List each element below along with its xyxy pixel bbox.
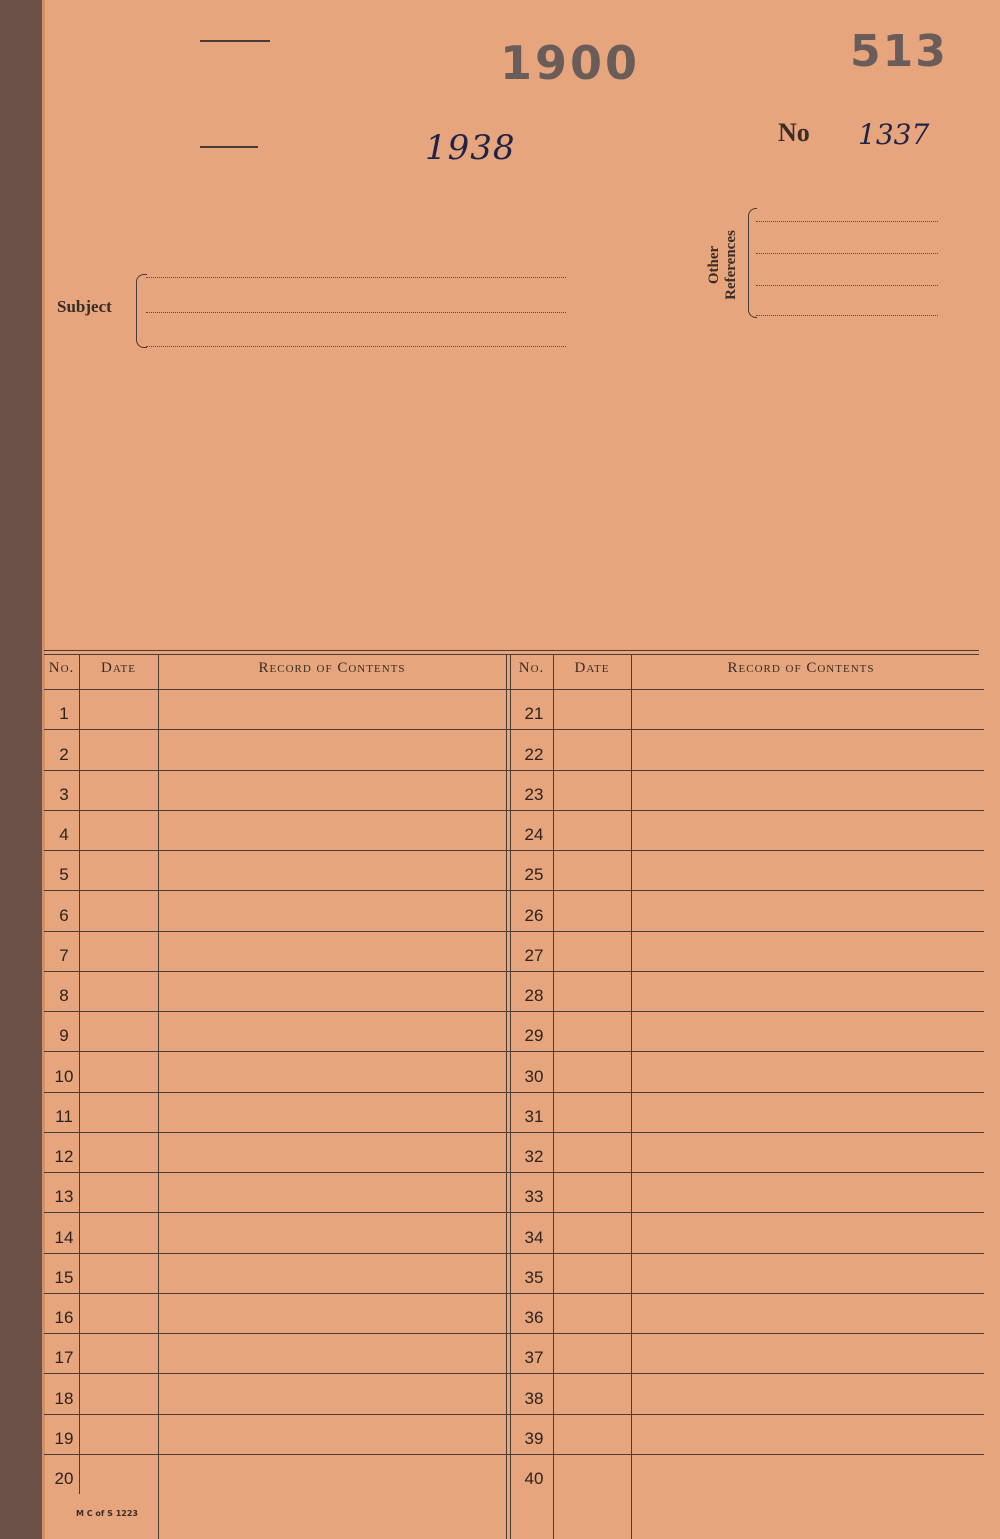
row-rule bbox=[44, 810, 984, 811]
subject-brace bbox=[136, 274, 147, 348]
number-label: No bbox=[778, 118, 810, 147]
row-number-right: 25 bbox=[524, 865, 544, 885]
row-rule bbox=[44, 1132, 984, 1133]
row-rule bbox=[44, 931, 984, 932]
handwritten-year: 1938 bbox=[425, 128, 516, 168]
row-rule bbox=[44, 971, 984, 972]
header-no-left: No. bbox=[48, 660, 75, 676]
row-rule bbox=[44, 729, 984, 730]
subject-line-2[interactable] bbox=[146, 312, 566, 313]
row-number-right: 27 bbox=[524, 945, 544, 965]
row-number-left: 1 bbox=[59, 704, 69, 724]
other-references-line-1[interactable] bbox=[756, 221, 938, 222]
row-number-left: 3 bbox=[59, 784, 69, 804]
other-references-line-2[interactable] bbox=[756, 253, 938, 254]
row-number-right: 35 bbox=[524, 1267, 544, 1287]
stamp-year: 1900 bbox=[500, 36, 641, 90]
row-number-left: 9 bbox=[59, 1026, 69, 1046]
table-header-rule bbox=[44, 689, 984, 690]
row-rule bbox=[44, 1333, 984, 1334]
row-number-right: 32 bbox=[524, 1147, 544, 1166]
row-number-right: 26 bbox=[524, 905, 544, 925]
row-number-right: 28 bbox=[524, 986, 544, 1005]
row-number-left: 5 bbox=[59, 865, 69, 885]
row-number-right: 31 bbox=[524, 1106, 544, 1126]
subject-line-1[interactable] bbox=[146, 277, 566, 278]
row-rule bbox=[44, 1212, 984, 1213]
cover-spine bbox=[0, 0, 42, 1539]
row-number-left: 11 bbox=[55, 1106, 73, 1126]
other-references-label: Other References bbox=[706, 230, 739, 300]
row-number-left: 12 bbox=[54, 1147, 74, 1166]
subject-line-3[interactable] bbox=[146, 346, 566, 347]
row-number-right: 24 bbox=[524, 825, 544, 844]
table-top-rule bbox=[44, 650, 979, 651]
row-number-right: 36 bbox=[524, 1308, 544, 1327]
dash-mark bbox=[200, 40, 270, 42]
row-number-right: 39 bbox=[524, 1428, 544, 1448]
row-number-left: 18 bbox=[54, 1388, 74, 1408]
row-rule bbox=[44, 850, 984, 851]
row-number-left: 16 bbox=[54, 1308, 74, 1327]
col-divider bbox=[158, 654, 159, 1539]
form-code: M C of S 1223 bbox=[76, 1509, 138, 1518]
row-number-left: 19 bbox=[54, 1428, 74, 1448]
header-no-right: No. bbox=[518, 660, 545, 676]
row-number-left: 20 bbox=[54, 1469, 74, 1488]
other-references-line-3[interactable] bbox=[756, 285, 938, 286]
row-number-left: 4 bbox=[59, 825, 69, 844]
row-number-left: 7 bbox=[59, 945, 69, 965]
row-rule bbox=[44, 1051, 984, 1052]
row-number-left: 14 bbox=[54, 1227, 74, 1247]
row-number-right: 29 bbox=[524, 1026, 544, 1046]
row-rule bbox=[44, 1414, 984, 1415]
row-number-right: 37 bbox=[524, 1348, 544, 1368]
row-rule bbox=[44, 890, 984, 891]
row-number-right: 34 bbox=[524, 1227, 544, 1247]
table-top-rule-2 bbox=[44, 654, 979, 655]
col-divider bbox=[510, 654, 511, 1539]
row-number-left: 2 bbox=[59, 744, 69, 764]
other-references-line-4[interactable] bbox=[756, 315, 938, 316]
row-number-right: 30 bbox=[524, 1066, 544, 1086]
row-number-left: 10 bbox=[54, 1066, 74, 1086]
row-rule bbox=[44, 1454, 984, 1455]
row-number-right: 21 bbox=[524, 704, 544, 724]
row-rule bbox=[44, 1172, 984, 1173]
row-number-right: 22 bbox=[524, 744, 544, 764]
header-date-left: Date bbox=[101, 660, 136, 676]
row-number-right: 38 bbox=[524, 1388, 544, 1408]
row-number-right: 33 bbox=[524, 1187, 544, 1207]
row-rule bbox=[44, 770, 984, 771]
col-divider bbox=[631, 654, 632, 1539]
row-rule bbox=[44, 1373, 984, 1374]
row-number-left: 15 bbox=[54, 1267, 74, 1287]
subject-label: Subject bbox=[57, 297, 112, 316]
header-record-right: Record of Contents bbox=[727, 660, 875, 676]
header-record-left: Record of Contents bbox=[258, 660, 406, 676]
row-rule bbox=[44, 1092, 984, 1093]
row-number-left: 17 bbox=[54, 1348, 74, 1368]
row-number-right: 23 bbox=[524, 784, 544, 804]
row-number-left: 6 bbox=[59, 905, 69, 925]
other-references-brace bbox=[748, 208, 757, 318]
col-divider bbox=[506, 654, 507, 1539]
row-number-right: 40 bbox=[524, 1469, 544, 1488]
stamp-number: 513 bbox=[850, 26, 948, 77]
row-rule bbox=[44, 1253, 984, 1254]
row-rule bbox=[44, 1293, 984, 1294]
row-number-left: 13 bbox=[54, 1187, 74, 1207]
row-number-left: 8 bbox=[59, 986, 69, 1005]
header-date-right: Date bbox=[574, 660, 610, 676]
row-rule bbox=[44, 1011, 984, 1012]
dash-mark bbox=[200, 146, 258, 148]
handwritten-number: 1337 bbox=[858, 118, 930, 151]
